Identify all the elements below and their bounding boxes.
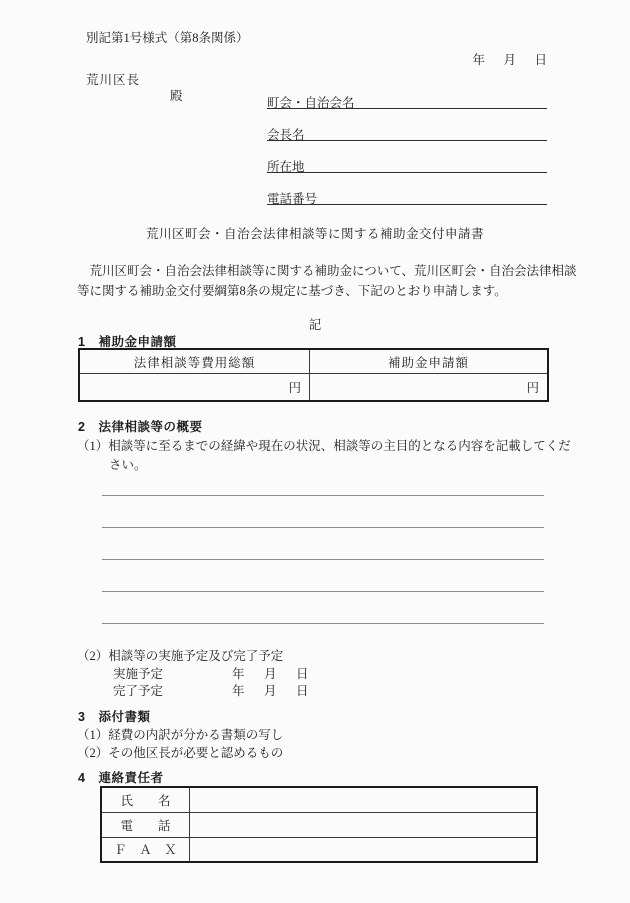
- body-paragraph-line1: 荒川区町会・自治会法律相談等に関する補助金について、荒川区町会・自治会法律相談: [77, 264, 577, 278]
- writing-line: [102, 527, 544, 528]
- field-address-label: 所在地: [267, 160, 305, 174]
- table-row: [101, 837, 537, 862]
- section3-heading: 3 添付書類: [78, 710, 151, 724]
- section3-item2: （2）その他区長が必要と認めるもの: [77, 746, 284, 760]
- day-unit: 日: [296, 684, 309, 698]
- addressee: 荒川区長: [86, 73, 141, 87]
- table-row: [101, 787, 537, 812]
- section2-item2-heading: （2）相談等の実施予定及び完了予定: [77, 649, 284, 663]
- section4-heading: 4 連絡責任者: [78, 771, 164, 785]
- field-association-name: [267, 93, 547, 109]
- table-header-row: [79, 349, 548, 374]
- cell-total-cost-yen: 円: [79, 374, 310, 402]
- section3-item1: （1）経費の内訳が分かる書類の写し: [77, 728, 284, 742]
- year-unit: 年: [232, 684, 245, 698]
- field-address: [267, 157, 547, 173]
- contact-fax-value: [190, 837, 538, 862]
- section2-item1-line1: （1）相談等に至るまでの経緯や現在の状況、相談等の主目的となる内容を記載してくだ: [77, 439, 571, 453]
- writing-line: [102, 495, 544, 496]
- record-marker: 記: [308, 318, 322, 332]
- planned-completion-label: 完了予定: [113, 684, 164, 698]
- contact-phone-value: [190, 812, 538, 837]
- contact-name-label: 氏 名: [101, 787, 190, 812]
- section1-heading: 1 補助金申請額: [78, 335, 177, 349]
- contact-phone-label: 電 話: [101, 812, 190, 837]
- body-paragraph: [77, 261, 577, 301]
- field-phone: [267, 189, 547, 205]
- subsidy-amount-table: [78, 348, 549, 402]
- day-unit: 日: [296, 667, 309, 681]
- section2-item1-line2: さい。: [109, 458, 147, 472]
- field-phone-label: 電話番号: [267, 192, 318, 206]
- year-unit: 年: [232, 667, 245, 681]
- table-row: [101, 812, 537, 837]
- writing-line: [102, 559, 544, 560]
- cell-requested-amount-yen: 円: [310, 374, 549, 402]
- contact-name-value: [190, 787, 538, 812]
- form-number: 別記第1号様式（第8条関係）: [86, 31, 249, 45]
- table-value-row: [79, 374, 548, 402]
- planned-start-label: 実施予定: [113, 667, 164, 681]
- field-association-name-label: 町会・自治会名: [267, 96, 355, 110]
- writing-line: [102, 623, 544, 624]
- section2-heading: 2 法律相談等の概要: [78, 420, 203, 434]
- body-paragraph-line2: 等に関する補助金交付要綱第8条の規定に基づき、下記のとおり申請します。: [77, 284, 507, 298]
- month-unit: 月: [264, 667, 277, 681]
- writing-line: [102, 591, 544, 592]
- schedule-row-planned-completion: [113, 681, 328, 699]
- document-title: 荒川区町会・自治会法律相談等に関する補助金交付申請書: [145, 227, 484, 241]
- contact-fax-label: Ｆ Ａ Ｘ: [101, 837, 190, 862]
- schedule-row-planned-start: [113, 664, 328, 682]
- honorific: 殿: [170, 89, 183, 103]
- field-chairman-name: [267, 125, 547, 141]
- contact-person-table: [100, 786, 538, 863]
- header-total-cost: 法律相談等費用総額: [79, 349, 310, 374]
- month-unit: 月: [264, 684, 277, 698]
- header-requested-amount: 補助金申請額: [310, 349, 549, 374]
- field-chairman-name-label: 会長名: [267, 128, 305, 142]
- date-line: 年 月 日: [472, 53, 550, 67]
